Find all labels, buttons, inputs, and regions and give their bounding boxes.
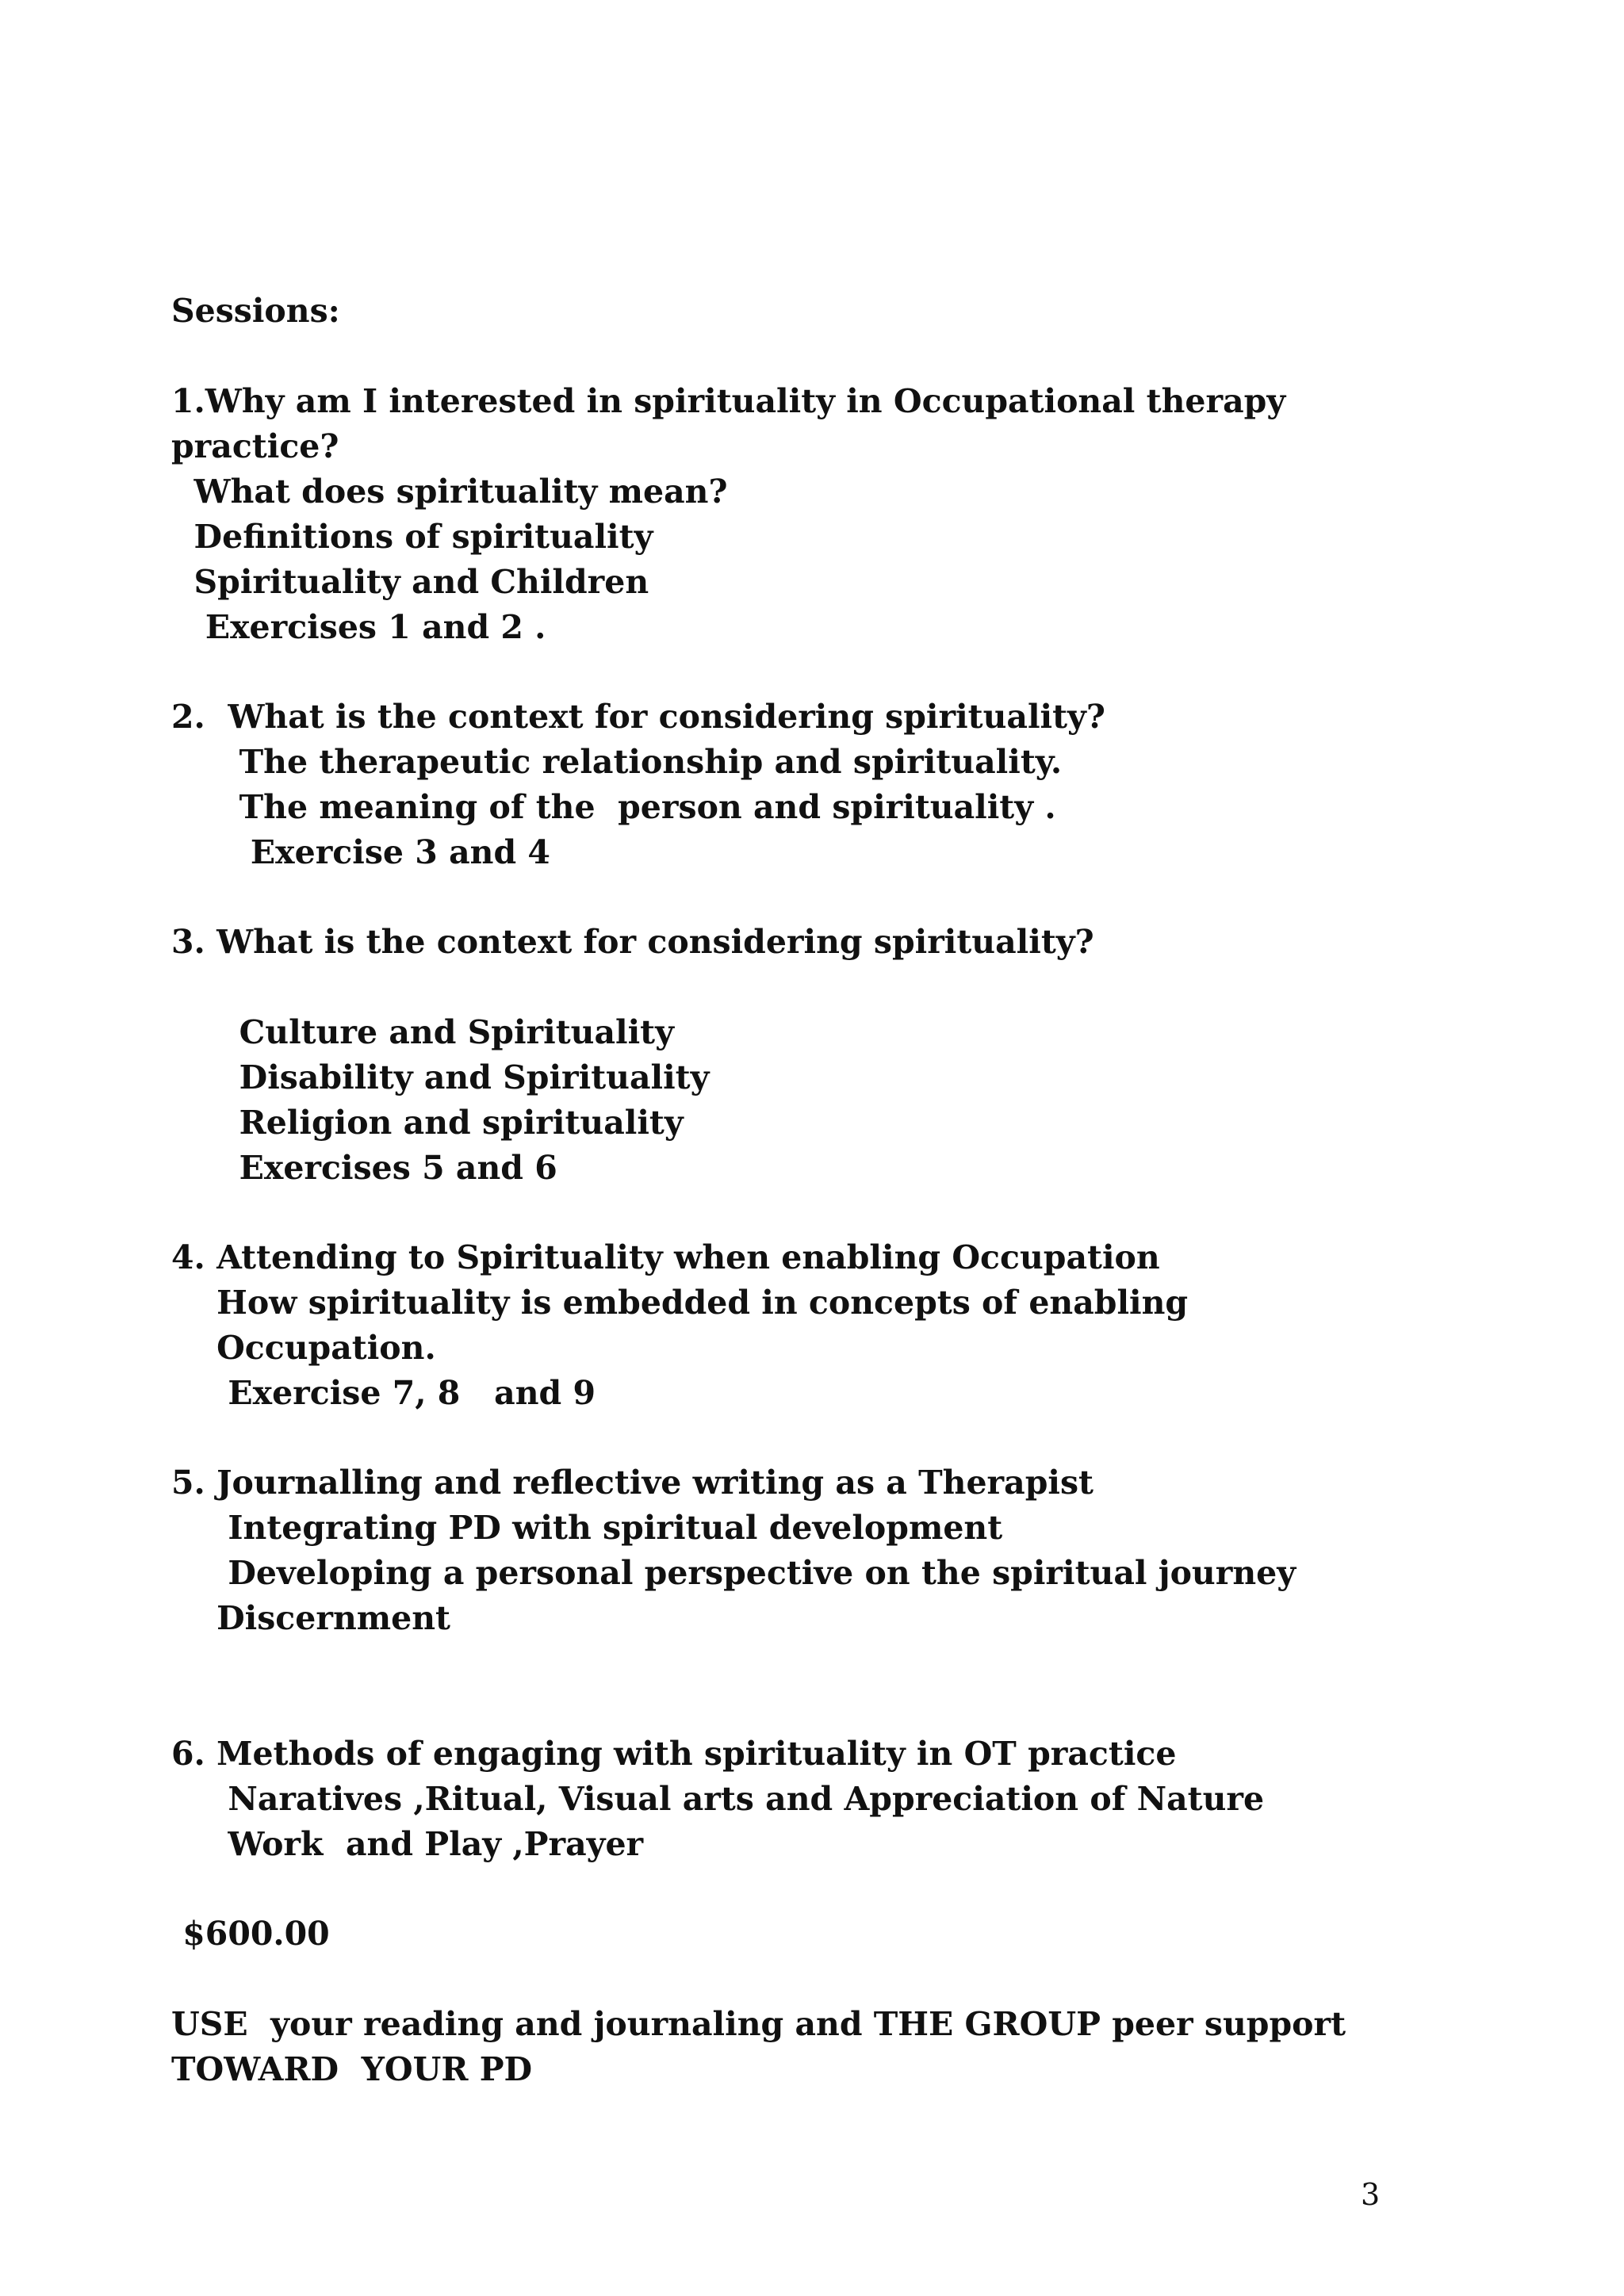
session-4-item: Occupation. bbox=[171, 1329, 436, 1367]
session-3-item: Disability and Spirituality bbox=[171, 1058, 710, 1096]
session-4-title: 4. Attending to Spirituality when enabling Occupation bbox=[171, 1238, 1160, 1276]
page-number: 3 bbox=[1361, 2177, 1381, 2212]
session-6-item: Naratives ,Ritual, Visual arts and Appreciation of Nature bbox=[171, 1780, 1265, 1818]
closing-line: TOWARD YOUR PD bbox=[171, 2050, 533, 2088]
closing-line: USE your reading and journaling and THE GROUP peer support bbox=[171, 2005, 1346, 2043]
session-6-item: Work and Play ,Prayer bbox=[171, 1825, 644, 1863]
session-4-item: How spirituality is embedded in concepts of enabling bbox=[171, 1284, 1189, 1322]
session-5-item: Integrating PD with spiritual development bbox=[171, 1509, 1003, 1547]
session-1-title-line-2: practice? bbox=[171, 427, 339, 465]
price-text: $600.00 bbox=[171, 1915, 330, 1953]
session-6-title: 6. Methods of engaging with spirituality in OT practice bbox=[171, 1735, 1177, 1773]
session-3-title: 3. What is the context for considering spirituality? bbox=[171, 923, 1094, 961]
session-4-item: Exercise 7, 8 and 9 bbox=[171, 1374, 596, 1412]
session-5-item: Discernment bbox=[171, 1599, 450, 1637]
session-2-item: The therapeutic relationship and spirituality. bbox=[171, 743, 1063, 781]
session-2-item: Exercise 3 and 4 bbox=[171, 833, 550, 871]
session-5-item: Developing a personal perspective on the spiritual journey bbox=[171, 1554, 1297, 1592]
session-3-item: Exercises 5 and 6 bbox=[171, 1149, 557, 1187]
session-1-item: Exercises 1 and 2 . bbox=[171, 608, 546, 646]
session-1-item: What does spirituality mean? bbox=[171, 473, 728, 511]
session-1-item: Spirituality and Children bbox=[171, 563, 649, 601]
session-3-item: Culture and Spirituality bbox=[171, 1013, 674, 1051]
session-3-item: Religion and spirituality bbox=[171, 1104, 684, 1142]
session-2-item: The meaning of the person and spirituality . bbox=[171, 788, 1056, 826]
session-1-item: Definitions of spirituality bbox=[171, 518, 653, 556]
session-2-title: 2. What is the context for considering spirituality? bbox=[171, 698, 1105, 736]
session-1-title-line-1: 1.Why am I interested in spirituality in Occupational therapy bbox=[171, 382, 1286, 420]
session-5-title: 5. Journalling and reflective writing as a Therapist bbox=[171, 1464, 1094, 1502]
sessions-heading: Sessions: bbox=[171, 292, 340, 330]
